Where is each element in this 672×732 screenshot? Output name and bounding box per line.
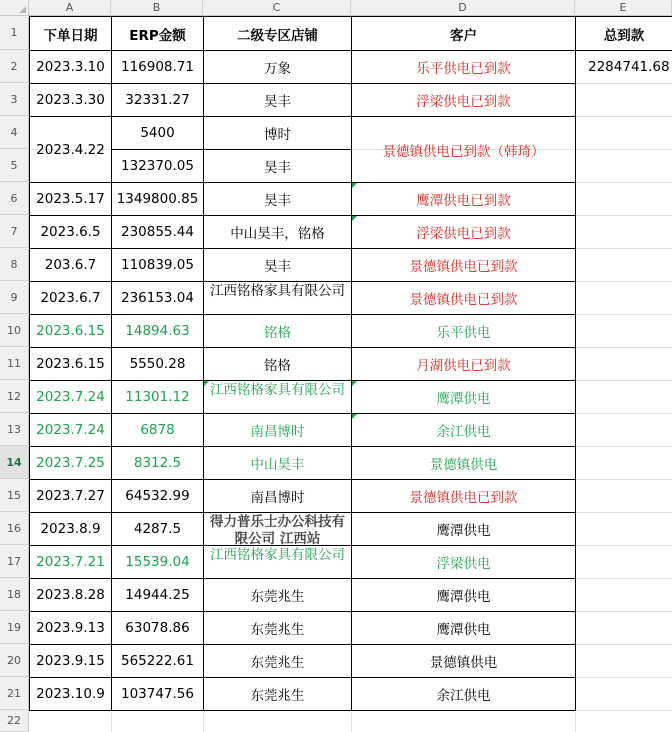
header-customer[interactable]: 客户: [351, 16, 576, 51]
cell-erp[interactable]: 15539.04: [111, 545, 204, 579]
row-header-18[interactable]: 18: [0, 578, 29, 611]
cell-date[interactable]: 2023.6.7: [29, 281, 112, 315]
cell-store[interactable]: 东莞兆生: [203, 578, 352, 612]
cell-customer[interactable]: 鹰潭供电: [351, 512, 576, 546]
row-header-20[interactable]: 20: [0, 644, 29, 677]
cell-customer[interactable]: 鹰潭供电: [351, 578, 576, 612]
cell-date[interactable]: 2023.8.28: [29, 578, 112, 612]
cell-erp[interactable]: 1349800.85: [111, 182, 204, 216]
cell-date[interactable]: 2023.10.9: [29, 677, 112, 711]
row-header-5[interactable]: 5: [0, 149, 29, 182]
cell-erp[interactable]: 32331.27: [111, 83, 204, 117]
cell-store[interactable]: 中山昊丰，铭格: [203, 215, 352, 249]
cell-erp[interactable]: 4287.5: [111, 512, 204, 546]
cell-customer[interactable]: 乐平供电已到款: [351, 50, 576, 84]
cell-store[interactable]: 昊丰: [203, 149, 352, 183]
row-header-16[interactable]: 16: [0, 512, 29, 545]
cell-customer[interactable]: 浮梁供电: [351, 545, 576, 579]
column-header-c[interactable]: C: [203, 0, 351, 16]
cell-date[interactable]: 2023.5.17: [29, 182, 112, 216]
cell-store[interactable]: 东莞兆生: [203, 677, 352, 711]
cell-date[interactable]: 2023.7.24: [29, 380, 112, 414]
row-header-22[interactable]: 22: [0, 710, 29, 732]
cell-erp[interactable]: 565222.61: [111, 644, 204, 678]
column-header-a[interactable]: A: [29, 0, 111, 16]
cell-store[interactable]: 江西铭格家具有限公司: [203, 281, 352, 315]
cell-customer[interactable]: 月湖供电已到款: [351, 347, 576, 381]
cell-date[interactable]: 2023.7.25: [29, 446, 112, 480]
cell-erp[interactable]: 63078.86: [111, 611, 204, 645]
row-header-2[interactable]: 2: [0, 50, 29, 83]
cell-store[interactable]: 博时: [203, 116, 352, 150]
cell-store[interactable]: 得力普乐士办公科技有限公司 江西站: [203, 512, 352, 546]
total-value[interactable]: 2284741.68: [588, 58, 670, 75]
cell-customer[interactable]: 浮梁供电已到款: [351, 215, 576, 249]
cell-date[interactable]: 2023.6.5: [29, 215, 112, 249]
cell-erp[interactable]: 64532.99: [111, 479, 204, 513]
column-header-b[interactable]: B: [111, 0, 203, 16]
row-header-10[interactable]: 10: [0, 314, 29, 347]
header-erp[interactable]: ERP金额: [111, 16, 204, 51]
cell-store[interactable]: 昊丰: [203, 182, 352, 216]
header-date[interactable]: 下单日期: [29, 16, 112, 51]
row-header-7[interactable]: 7: [0, 215, 29, 248]
row-header-12[interactable]: 12: [0, 380, 29, 413]
cell-erp[interactable]: 132370.05: [111, 149, 204, 183]
cell-date[interactable]: 2023.6.15: [29, 347, 112, 381]
cell-customer[interactable]: 景德镇供电已到款（韩琦）: [351, 116, 576, 183]
row-header-4[interactable]: 4: [0, 116, 29, 149]
cell-customer[interactable]: 景德镇供电: [351, 446, 576, 480]
cell-date[interactable]: 203.6.7: [29, 248, 112, 282]
cell-date[interactable]: 2023.6.15: [29, 314, 112, 348]
row-header-1[interactable]: 1: [0, 16, 29, 50]
cell-date[interactable]: 2023.9.13: [29, 611, 112, 645]
cell-date[interactable]: 2023.7.24: [29, 413, 112, 447]
cell-store[interactable]: 铭格: [203, 314, 352, 348]
cell-date[interactable]: 2023.3.30: [29, 83, 112, 117]
row-header-11[interactable]: 11: [0, 347, 29, 380]
cell-store[interactable]: 万象: [203, 50, 352, 84]
cell-date[interactable]: 2023.3.10: [29, 50, 112, 84]
cell-date[interactable]: 2023.4.22: [29, 116, 112, 183]
cell-erp[interactable]: 116908.71: [111, 50, 204, 84]
cell-store[interactable]: 南昌博时: [203, 413, 352, 447]
cell-customer[interactable]: 鹰潭供电已到款: [351, 182, 576, 216]
row-header-19[interactable]: 19: [0, 611, 29, 644]
cell-erp[interactable]: 110839.05: [111, 248, 204, 282]
cell-customer[interactable]: 景德镇供电已到款: [351, 248, 576, 282]
cell-customer[interactable]: 景德镇供电: [351, 644, 576, 678]
cell-store[interactable]: 铭格: [203, 347, 352, 381]
cell-customer[interactable]: 浮梁供电已到款: [351, 83, 576, 117]
cell-erp[interactable]: 236153.04: [111, 281, 204, 315]
cell-erp[interactable]: 11301.12: [111, 380, 204, 414]
cell-erp[interactable]: 6878: [111, 413, 204, 447]
cell-customer[interactable]: 余江供电: [351, 677, 576, 711]
header-store[interactable]: 二级专区店铺: [203, 16, 352, 51]
row-header-8[interactable]: 8: [0, 248, 29, 281]
cell-erp[interactable]: 5400: [111, 116, 204, 150]
select-all-button[interactable]: [0, 0, 29, 16]
cell-erp[interactable]: 8312.5: [111, 446, 204, 480]
column-header-d[interactable]: D: [351, 0, 575, 16]
cell-store[interactable]: 江西铭格家具有限公司: [203, 545, 352, 579]
cell-erp[interactable]: 230855.44: [111, 215, 204, 249]
cell-erp[interactable]: 103747.56: [111, 677, 204, 711]
cell-store[interactable]: 东莞兆生: [203, 644, 352, 678]
cell-store[interactable]: 中山昊丰: [203, 446, 352, 480]
cell-store[interactable]: 东莞兆生: [203, 611, 352, 645]
column-header-e[interactable]: E: [575, 0, 672, 16]
cell-date[interactable]: 2023.7.27: [29, 479, 112, 513]
cell-customer[interactable]: 鹰潭供电: [351, 380, 576, 414]
cell-customer[interactable]: 景德镇供电已到款: [351, 479, 576, 513]
cell-date[interactable]: 2023.9.15: [29, 644, 112, 678]
row-header-15[interactable]: 15: [0, 479, 29, 512]
cell-erp[interactable]: 14944.25: [111, 578, 204, 612]
row-header-6[interactable]: 6: [0, 182, 29, 215]
cell-customer[interactable]: 景德镇供电已到款: [351, 281, 576, 315]
row-header-14[interactable]: 14: [0, 446, 29, 479]
row-header-3[interactable]: 3: [0, 83, 29, 116]
row-header-9[interactable]: 9: [0, 281, 29, 314]
cell-customer[interactable]: 乐平供电: [351, 314, 576, 348]
row-header-13[interactable]: 13: [0, 413, 29, 446]
row-header-17[interactable]: 17: [0, 545, 29, 578]
row-header-21[interactable]: 21: [0, 677, 29, 710]
cell-store[interactable]: 昊丰: [203, 83, 352, 117]
cell-customer[interactable]: 鹰潭供电: [351, 611, 576, 645]
cell-date[interactable]: 2023.8.9: [29, 512, 112, 546]
cell-customer[interactable]: 余江供电: [351, 413, 576, 447]
cell-erp[interactable]: 14894.63: [111, 314, 204, 348]
header-total[interactable]: 总到款: [575, 16, 672, 51]
cell-store[interactable]: 昊丰: [203, 248, 352, 282]
cell-erp[interactable]: 5550.28: [111, 347, 204, 381]
cell-date[interactable]: 2023.7.21: [29, 545, 112, 579]
cell-store[interactable]: 南昌博时: [203, 479, 352, 513]
cell-store[interactable]: 江西铭格家具有限公司: [203, 380, 352, 414]
